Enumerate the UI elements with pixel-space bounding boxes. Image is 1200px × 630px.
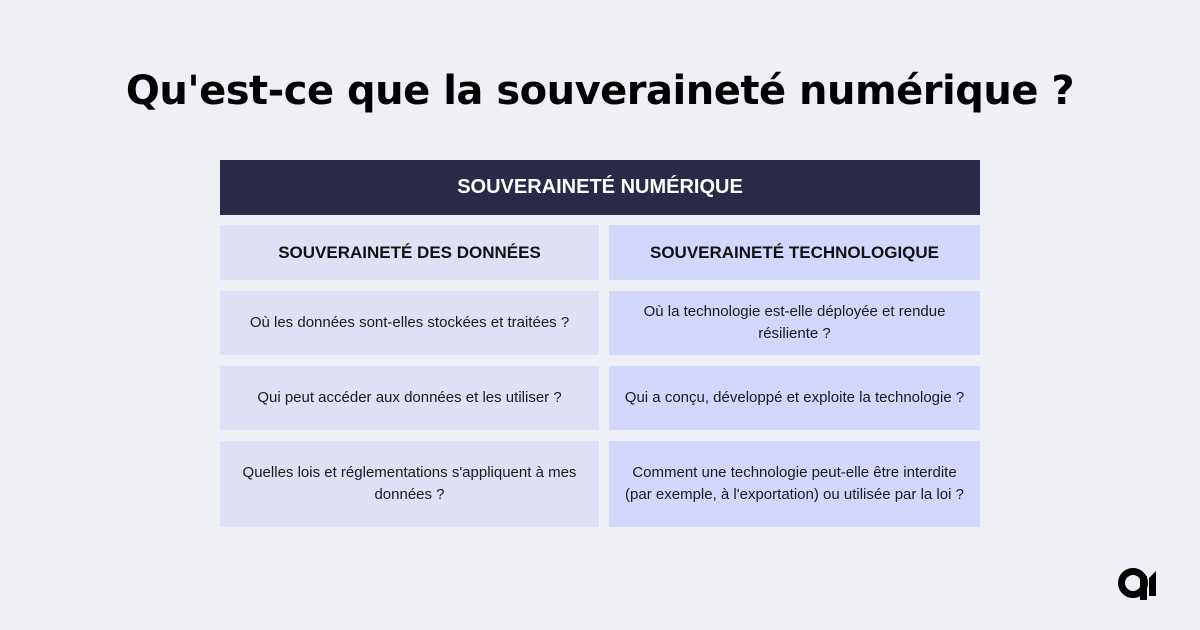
table-header: SOUVERAINETÉ NUMÉRIQUE: [220, 160, 980, 215]
brand-logo-icon: [1118, 566, 1158, 600]
column-header-tech-sovereignty: SOUVERAINETÉ TECHNOLOGIQUE: [609, 225, 980, 280]
table-cell: Où les données sont-elles stockées et traitées ?: [220, 291, 599, 355]
table-cell: Où la technologie est-elle déployée et rendue résiliente ?: [609, 291, 980, 355]
page-title: Qu'est-ce que la souveraineté numérique ?: [125, 68, 1075, 114]
table-cell: Qui peut accéder aux données et les utiliser ?: [220, 366, 599, 430]
table-cell: Qui a conçu, développé et exploite la technologie ?: [609, 366, 980, 430]
column-header-data-sovereignty: SOUVERAINETÉ DES DONNÉES: [220, 225, 599, 280]
table-cell: Comment une technologie peut-elle être interdite (par exemple, à l'exportation) ou utilisée par la loi ?: [609, 441, 980, 527]
table-cell: Quelles lois et réglementations s'appliquent à mes données ?: [220, 441, 599, 527]
